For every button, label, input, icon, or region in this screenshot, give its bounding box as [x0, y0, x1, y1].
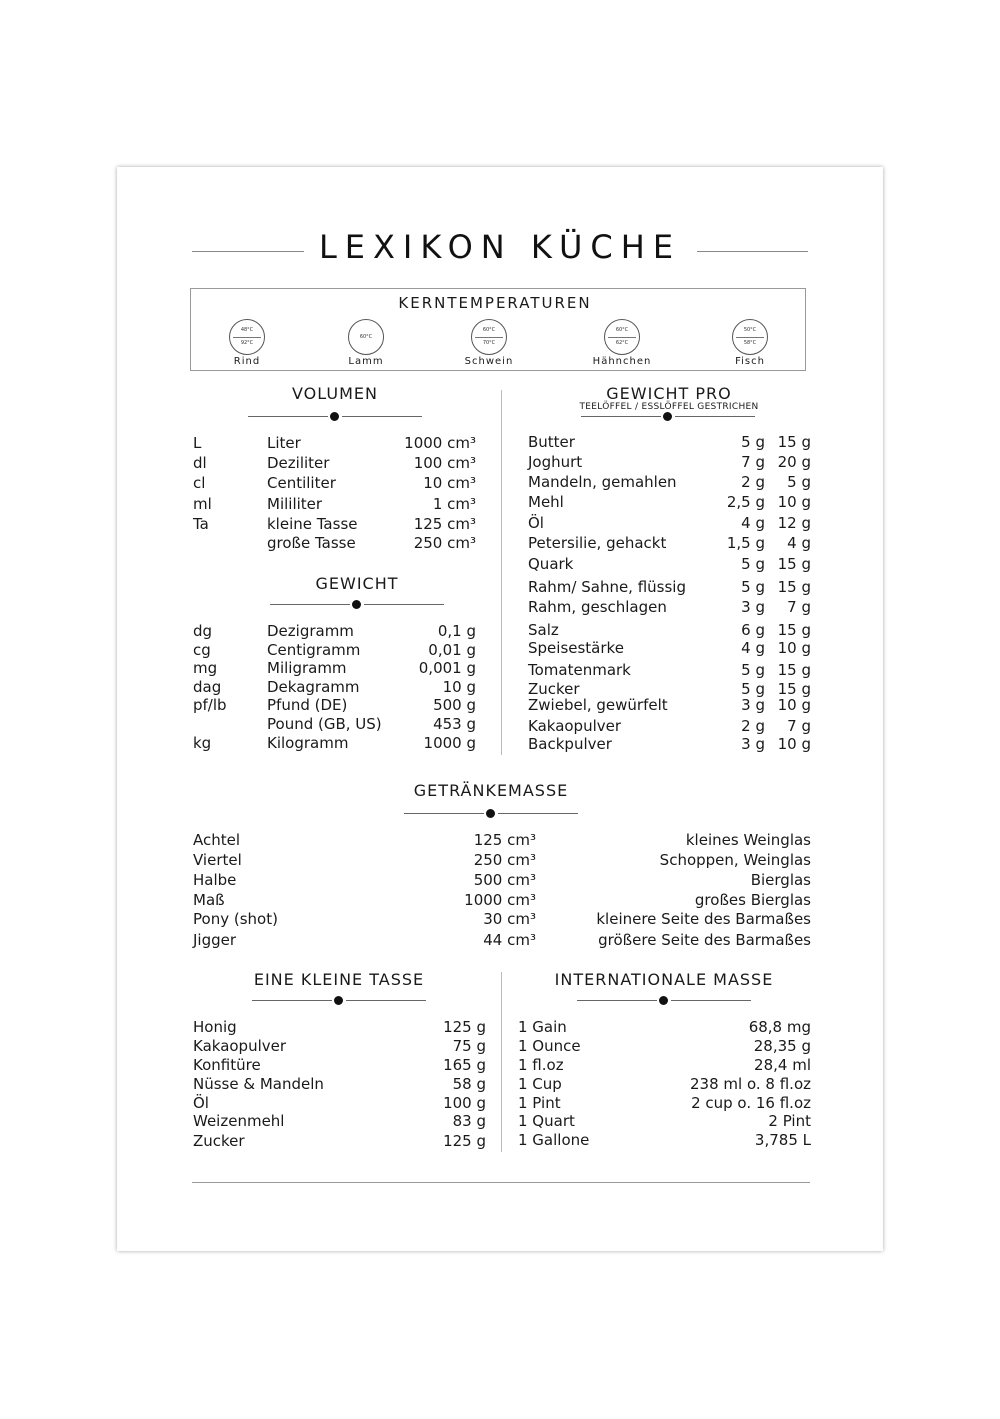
- thermometer-icon: [732, 319, 768, 355]
- table-row: [0, 621, 1000, 640]
- thermometer-icon: [348, 319, 384, 355]
- section-divider-tasse: [252, 995, 426, 1007]
- teaspoon-weight: 3 g: [741, 598, 765, 616]
- teaspoon-weight: 6 g: [741, 621, 765, 639]
- tablespoon-weight: 15 g: [777, 661, 811, 679]
- table-row: [0, 831, 1000, 850]
- tablespoon-weight: 20 g: [777, 453, 811, 471]
- core-temp-value-bottom: 58°C: [743, 340, 757, 346]
- drink-measure-value: 250 cm³: [473, 851, 536, 869]
- table-row: [0, 493, 1000, 512]
- unit-abbr: L: [193, 434, 202, 452]
- core-temp-separator: [608, 337, 636, 338]
- teaspoon-weight: 3 g: [741, 735, 765, 753]
- drink-measure-description: Schoppen, Weinglas: [659, 851, 811, 869]
- intl-unit-name: 1 fl.oz: [518, 1056, 564, 1074]
- section-title-international: INTERNATIONALE MASSE: [554, 970, 774, 989]
- unit-abbr: cg: [193, 641, 211, 659]
- table-row: [0, 1094, 1000, 1113]
- core-temp-item: [207, 319, 287, 367]
- bottom-rule: [192, 1182, 810, 1183]
- cup-ingredient-name: Nüsse & Mandeln: [193, 1075, 324, 1093]
- drink-measure-description: kleinere Seite des Barmaßes: [596, 910, 811, 928]
- teaspoon-weight: 5 g: [741, 555, 765, 573]
- table-row: [0, 514, 1000, 533]
- intl-unit-name: 1 Ounce: [518, 1037, 581, 1055]
- core-temp-label: Hähnchen: [592, 356, 652, 367]
- section-title-getraenke: GETRÄNKEMASSE: [413, 781, 569, 800]
- core-temp-label: Fisch: [735, 356, 765, 367]
- ingredient-name: Rahm/ Sahne, flüssig: [528, 578, 686, 596]
- cup-ingredient-name: Konfitüre: [193, 1056, 261, 1074]
- section-title-volumen: VOLUMEN: [292, 384, 378, 403]
- unit-name: Liter: [267, 434, 301, 452]
- unit-value: 10 cm³: [423, 474, 476, 492]
- tablespoon-weight: 10 g: [777, 735, 811, 753]
- teaspoon-weight: 5 g: [741, 578, 765, 596]
- core-temp-separator: [475, 337, 503, 338]
- unit-value: 100 cm³: [413, 454, 476, 472]
- thermometer-icon: [604, 319, 640, 355]
- unit-name: kleine Tasse: [267, 515, 358, 533]
- unit-value: 1000 cm³: [404, 434, 476, 452]
- table-row: [0, 1018, 1000, 1037]
- unit-name: Pound (GB, US): [267, 715, 382, 733]
- unit-value: 10 g: [442, 678, 476, 696]
- unit-name: Pfund (DE): [267, 696, 348, 714]
- cup-ingredient-weight: 75 g: [452, 1037, 486, 1055]
- ingredient-name: Speisestärke: [528, 639, 624, 657]
- tablespoon-weight: 15 g: [777, 433, 811, 451]
- drink-measure-description: größere Seite des Barmaßes: [598, 931, 811, 949]
- ingredient-name: Joghurt: [528, 453, 583, 471]
- ingredient-name: Backpulver: [528, 735, 612, 753]
- table-row: [0, 1037, 1000, 1056]
- core-temp-item: [582, 319, 662, 367]
- table-row: [0, 1131, 1000, 1150]
- cup-ingredient-weight: 100 g: [443, 1094, 486, 1112]
- table-row: [0, 891, 1000, 910]
- tablespoon-weight: 10 g: [777, 639, 811, 657]
- intl-unit-value: 3,785 L: [754, 1131, 811, 1149]
- drink-measure-value: 500 cm³: [473, 871, 536, 889]
- tablespoon-weight: 7 g: [787, 598, 811, 616]
- tablespoon-weight: 10 g: [777, 696, 811, 714]
- unit-name: Dekagramm: [267, 678, 360, 696]
- teaspoon-weight: 5 g: [741, 433, 765, 451]
- unit-abbr: kg: [193, 734, 212, 752]
- unit-name: Centiliter: [267, 474, 336, 492]
- unit-value: 0,01 g: [428, 641, 476, 659]
- table-row: [0, 717, 1000, 736]
- intl-unit-value: 2 Pint: [768, 1112, 811, 1130]
- table-row: [0, 534, 1000, 553]
- unit-abbr: dl: [193, 454, 207, 472]
- ingredient-name: Quark: [528, 555, 574, 573]
- ingredient-name: Tomatenmark: [528, 661, 631, 679]
- section-title-gewicht-pro: GEWICHT PRO: [606, 384, 732, 403]
- ingredient-name: Kakaopulver: [528, 717, 622, 735]
- intl-unit-value: 238 ml o. 8 fl.oz: [690, 1075, 811, 1093]
- unit-value: 0,001 g: [418, 659, 476, 677]
- table-row: [0, 696, 1000, 715]
- intl-unit-value: 2 cup o. 16 fl.oz: [691, 1094, 811, 1112]
- tablespoon-weight: 12 g: [777, 514, 811, 532]
- table-row: [0, 473, 1000, 492]
- ingredient-name: Petersilie, gehackt: [528, 534, 667, 552]
- teaspoon-weight: 5 g: [741, 661, 765, 679]
- drink-measure-value: 1000 cm³: [464, 891, 536, 909]
- unit-name: große Tasse: [267, 534, 356, 552]
- unit-name: Deziliter: [267, 454, 330, 472]
- cup-ingredient-name: Öl: [193, 1094, 209, 1112]
- table-row: [0, 910, 1000, 929]
- unit-abbr: dag: [193, 678, 222, 696]
- unit-value: 250 cm³: [413, 534, 476, 552]
- section-divider-volumen: [248, 411, 422, 423]
- drink-measure-description: Bierglas: [750, 871, 811, 889]
- unit-abbr: Ta: [193, 515, 209, 533]
- thermometer-icon: [471, 319, 507, 355]
- tablespoon-weight: 7 g: [787, 717, 811, 735]
- table-row: [0, 931, 1000, 950]
- core-temp-value-bottom: 70°C: [482, 340, 496, 346]
- intl-unit-name: 1 Cup: [518, 1075, 562, 1093]
- table-row: [0, 598, 1000, 617]
- cup-ingredient-name: Honig: [193, 1018, 237, 1036]
- page-title: LEXIKON KÜCHE: [318, 228, 682, 266]
- teaspoon-weight: 3 g: [741, 696, 765, 714]
- section-title-gewicht: GEWICHT: [315, 574, 399, 593]
- unit-value: 125 cm³: [413, 515, 476, 533]
- teaspoon-weight: 4 g: [741, 514, 765, 532]
- intl-unit-name: 1 Pint: [518, 1094, 561, 1112]
- unit-name: Centigramm: [267, 641, 361, 659]
- cup-ingredient-name: Zucker: [193, 1132, 245, 1150]
- section-divider-gewicht-pro: [581, 411, 755, 423]
- unit-abbr: mg: [193, 659, 218, 677]
- core-temp-separator: [233, 337, 261, 338]
- section-divider-getraenke: [404, 808, 578, 820]
- unit-value: 500 g: [433, 696, 476, 714]
- table-row: [0, 1112, 1000, 1131]
- tablespoon-weight: 10 g: [777, 493, 811, 511]
- tablespoon-weight: 15 g: [777, 680, 811, 698]
- intl-unit-name: 1 Quart: [518, 1112, 575, 1130]
- ingredient-name: Mandeln, gemahlen: [528, 473, 677, 491]
- unit-value: 1000 g: [423, 734, 476, 752]
- teaspoon-weight: 7 g: [741, 453, 765, 471]
- cup-ingredient-weight: 58 g: [452, 1075, 486, 1093]
- teaspoon-weight: 2,5 g: [726, 493, 765, 511]
- cup-ingredient-name: Weizenmehl: [193, 1112, 285, 1130]
- section-title-tasse: EINE KLEINE TASSE: [253, 970, 425, 989]
- core-temp-label: Rind: [233, 356, 261, 367]
- core-temperature-title: KERNTEMPERATUREN: [398, 294, 592, 312]
- unit-value: 1 cm³: [432, 495, 476, 513]
- teaspoon-weight: 5 g: [741, 680, 765, 698]
- unit-name: Miligramm: [267, 659, 347, 677]
- teaspoon-weight: 2 g: [741, 473, 765, 491]
- unit-abbr: ml: [193, 495, 212, 513]
- core-temp-value-bottom: 92°C: [240, 340, 254, 346]
- table-row: [0, 555, 1000, 574]
- core-temp-value-top: 60°C: [615, 327, 629, 333]
- cup-ingredient-weight: 83 g: [452, 1112, 486, 1130]
- core-temp-separator: [736, 337, 764, 338]
- table-row: [0, 433, 1000, 452]
- ingredient-name: Zucker: [528, 680, 580, 698]
- ingredient-name: Öl: [528, 514, 544, 532]
- unit-abbr: pf/lb: [193, 696, 227, 714]
- core-temp-item: [710, 319, 790, 367]
- unit-value: 453 g: [433, 715, 476, 733]
- cup-ingredient-weight: 125 g: [443, 1132, 486, 1150]
- thermometer-icon: [229, 319, 265, 355]
- unit-abbr: cl: [193, 474, 206, 492]
- drink-measure-value: 30 cm³: [483, 910, 536, 928]
- tablespoon-weight: 15 g: [777, 621, 811, 639]
- drink-measure-name: Halbe: [193, 871, 237, 889]
- table-row: [0, 453, 1000, 472]
- table-row: [0, 639, 1000, 658]
- table-row: [0, 578, 1000, 597]
- intl-unit-value: 68,8 mg: [748, 1018, 811, 1036]
- core-temp-item: [326, 319, 406, 367]
- title-rule-right: [697, 251, 808, 252]
- unit-abbr: dg: [193, 622, 213, 640]
- ingredient-name: Rahm, geschlagen: [528, 598, 667, 616]
- table-row: [0, 871, 1000, 890]
- core-temp-value-top: 60°C: [482, 327, 496, 333]
- table-row: [0, 661, 1000, 680]
- drink-measure-name: Maß: [193, 891, 225, 909]
- drink-measure-value: 125 cm³: [473, 831, 536, 849]
- teaspoon-weight: 4 g: [741, 639, 765, 657]
- teaspoon-weight: 2 g: [741, 717, 765, 735]
- section-subtitle-gewicht-pro: TEELÖFFEL / ESSLÖFFEL GESTRICHEN: [579, 402, 759, 412]
- cup-ingredient-weight: 165 g: [443, 1056, 486, 1074]
- teaspoon-weight: 1,5 g: [726, 534, 765, 552]
- table-row: [0, 1075, 1000, 1094]
- unit-name: Dezigramm: [267, 622, 354, 640]
- intl-unit-value: 28,4 ml: [754, 1056, 811, 1074]
- intl-unit-name: 1 Gain: [518, 1018, 567, 1036]
- unit-value: 0,1 g: [437, 622, 476, 640]
- drink-measure-description: großes Bierglas: [694, 891, 811, 909]
- core-temp-value-top: 50°C: [743, 327, 757, 333]
- section-divider-international: [577, 995, 751, 1007]
- drink-measure-name: Jigger: [193, 931, 237, 949]
- cup-ingredient-weight: 125 g: [443, 1018, 486, 1036]
- tablespoon-weight: 5 g: [787, 473, 811, 491]
- table-row: [0, 735, 1000, 754]
- core-temp-value: 60°C: [359, 334, 373, 340]
- table-row: [0, 1056, 1000, 1075]
- core-temp-value-bottom: 62°C: [615, 340, 629, 346]
- tablespoon-weight: 4 g: [787, 534, 811, 552]
- ingredient-name: Mehl: [528, 493, 564, 511]
- tablespoon-weight: 15 g: [777, 555, 811, 573]
- ingredient-name: Zwiebel, gewürfelt: [528, 696, 668, 714]
- table-row: [0, 851, 1000, 870]
- core-temp-item: [449, 319, 529, 367]
- tablespoon-weight: 15 g: [777, 578, 811, 596]
- intl-unit-name: 1 Gallone: [518, 1131, 590, 1149]
- drink-measure-name: Pony (shot): [193, 910, 278, 928]
- unit-name: Mililiter: [267, 495, 323, 513]
- ingredient-name: Salz: [528, 621, 559, 639]
- unit-name: Kilogramm: [267, 734, 349, 752]
- core-temp-value-top: 48°C: [240, 327, 254, 333]
- drink-measure-name: Achtel: [193, 831, 241, 849]
- core-temp-label: Schwein: [464, 356, 514, 367]
- drink-measure-name: Viertel: [193, 851, 242, 869]
- drink-measure-description: kleines Weinglas: [685, 831, 811, 849]
- ingredient-name: Butter: [528, 433, 575, 451]
- intl-unit-value: 28,35 g: [753, 1037, 811, 1055]
- cup-ingredient-name: Kakaopulver: [193, 1037, 287, 1055]
- drink-measure-value: 44 cm³: [483, 931, 536, 949]
- core-temp-label: Lamm: [348, 356, 384, 367]
